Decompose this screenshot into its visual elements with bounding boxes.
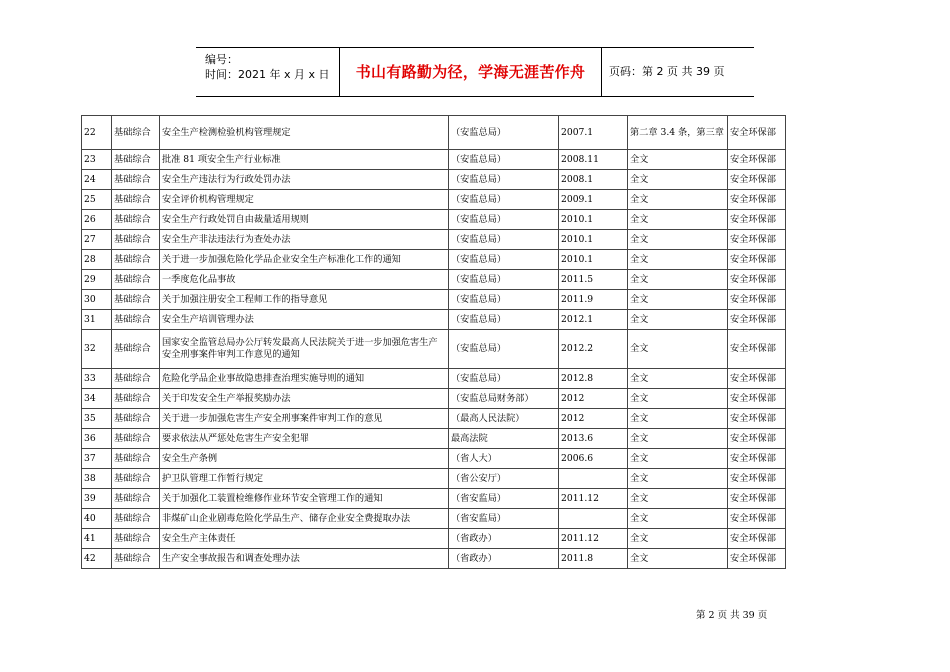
cell-row-number: 36 — [82, 429, 112, 449]
cell-issue-date: 2012.2 — [559, 330, 628, 369]
cell-issuer: （省安监局） — [449, 489, 559, 509]
cell-regulation-title: 国家安全监管总局办公厅转发最高人民法院关于进一步加强危害生产安全刑事案件审判工作意见的通知 — [160, 330, 449, 369]
cell-issuer: （安监总局） — [449, 290, 559, 310]
cell-row-number: 38 — [82, 469, 112, 489]
cell-category: 基础综合 — [112, 190, 160, 210]
cell-issue-date: 2007.1 — [559, 116, 628, 150]
cell-regulation-title: 关于印发安全生产举报奖励办法 — [160, 389, 449, 409]
cell-department: 安全环保部 — [728, 549, 786, 569]
cell-row-number: 37 — [82, 449, 112, 469]
cell-category: 基础综合 — [112, 429, 160, 449]
cell-scope: 第二章 3.4 条，第三章 — [628, 116, 728, 150]
cell-department: 安全环保部 — [728, 310, 786, 330]
cell-category: 基础综合 — [112, 290, 160, 310]
cell-department: 安全环保部 — [728, 116, 786, 150]
cell-issue-date: 2011.8 — [559, 549, 628, 569]
cell-department: 安全环保部 — [728, 409, 786, 429]
cell-department: 安全环保部 — [728, 429, 786, 449]
cell-row-number: 41 — [82, 529, 112, 549]
table-row — [82, 250, 786, 270]
time-label: 时间：2021 年 x 月 x 日 — [205, 68, 330, 81]
cell-row-number: 35 — [82, 409, 112, 429]
cell-issuer: （安监总局） — [449, 330, 559, 369]
cell-department: 安全环保部 — [728, 389, 786, 409]
cell-category: 基础综合 — [112, 250, 160, 270]
table-row — [82, 389, 786, 409]
cell-row-number: 39 — [82, 489, 112, 509]
cell-issue-date: 2010.1 — [559, 250, 628, 270]
cell-row-number: 30 — [82, 290, 112, 310]
cell-issuer: （省人大） — [449, 449, 559, 469]
cell-regulation-title: 关于加强注册安全工程师工作的指导意见 — [160, 290, 449, 310]
table-row — [82, 290, 786, 310]
table-row — [82, 270, 786, 290]
table-row — [82, 449, 786, 469]
cell-issue-date — [559, 469, 628, 489]
cell-issuer: 最高法院 — [449, 429, 559, 449]
cell-category: 基础综合 — [112, 170, 160, 190]
table-row — [82, 170, 786, 190]
cell-row-number: 32 — [82, 330, 112, 369]
cell-row-number: 42 — [82, 549, 112, 569]
number-label: 编号： — [205, 53, 238, 66]
cell-category: 基础综合 — [112, 150, 160, 170]
cell-department: 安全环保部 — [728, 250, 786, 270]
cell-issuer: （安监总局） — [449, 230, 559, 250]
table-row — [82, 210, 786, 230]
cell-row-number: 22 — [82, 116, 112, 150]
cell-issue-date: 2010.1 — [559, 230, 628, 250]
cell-department: 安全环保部 — [728, 449, 786, 469]
cell-issuer: （省政办） — [449, 529, 559, 549]
cell-scope: 全文 — [628, 429, 728, 449]
table-row — [82, 409, 786, 429]
cell-scope: 全文 — [628, 549, 728, 569]
cell-issuer: （省政办） — [449, 549, 559, 569]
cell-category: 基础综合 — [112, 469, 160, 489]
cell-regulation-title: 安全生产非法违法行为查处办法 — [160, 230, 449, 250]
header-motto: 书山有路勤为径，学海无涯苦作舟 — [355, 63, 586, 81]
cell-category: 基础综合 — [112, 389, 160, 409]
cell-regulation-title: 生产安全事故报告和调查处理办法 — [160, 549, 449, 569]
table-row — [82, 549, 786, 569]
table-row — [82, 310, 786, 330]
cell-scope: 全文 — [628, 330, 728, 369]
cell-issue-date: 2006.6 — [559, 449, 628, 469]
cell-issuer: （省公安厅） — [449, 469, 559, 489]
cell-issue-date: 2011.12 — [559, 529, 628, 549]
cell-department: 安全环保部 — [728, 330, 786, 369]
cell-issuer: （安监总局） — [449, 150, 559, 170]
cell-regulation-title: 安全生产培训管理办法 — [160, 310, 449, 330]
cell-regulation-title: 批准 81 项安全生产行业标准 — [160, 150, 449, 170]
cell-issue-date: 2008.1 — [559, 170, 628, 190]
cell-category: 基础综合 — [112, 116, 160, 150]
cell-scope: 全文 — [628, 489, 728, 509]
cell-scope: 全文 — [628, 270, 728, 290]
cell-regulation-title: 护卫队管理工作暂行规定 — [160, 469, 449, 489]
cell-issue-date: 2011.5 — [559, 270, 628, 290]
table-row — [82, 190, 786, 210]
cell-issue-date: 2012 — [559, 389, 628, 409]
cell-department: 安全环保部 — [728, 489, 786, 509]
cell-issue-date: 2012.1 — [559, 310, 628, 330]
cell-category: 基础综合 — [112, 509, 160, 529]
cell-category: 基础综合 — [112, 549, 160, 569]
header-page-label: 页码：第 2 页 共 39 页 — [609, 65, 725, 78]
header-meta — [205, 52, 330, 82]
cell-row-number: 28 — [82, 250, 112, 270]
cell-issue-date: 2012.8 — [559, 369, 628, 389]
cell-department: 安全环保部 — [728, 150, 786, 170]
cell-row-number: 23 — [82, 150, 112, 170]
cell-row-number: 26 — [82, 210, 112, 230]
cell-category: 基础综合 — [112, 529, 160, 549]
cell-issuer: （安监总局） — [449, 369, 559, 389]
cell-regulation-title: 危险化学品企业事故隐患排查治理实施导则的通知 — [160, 369, 449, 389]
cell-scope: 全文 — [628, 310, 728, 330]
cell-category: 基础综合 — [112, 310, 160, 330]
table-row — [82, 529, 786, 549]
cell-category: 基础综合 — [112, 489, 160, 509]
table-row — [82, 150, 786, 170]
table-row — [82, 230, 786, 250]
cell-row-number: 31 — [82, 310, 112, 330]
cell-row-number: 29 — [82, 270, 112, 290]
cell-row-number: 27 — [82, 230, 112, 250]
cell-scope: 全文 — [628, 449, 728, 469]
cell-regulation-title: 要求依法从严惩处危害生产安全犯罪 — [160, 429, 449, 449]
cell-issue-date: 2013.6 — [559, 429, 628, 449]
cell-category: 基础综合 — [112, 330, 160, 369]
cell-scope: 全文 — [628, 369, 728, 389]
cell-scope: 全文 — [628, 469, 728, 489]
cell-category: 基础综合 — [112, 369, 160, 389]
cell-issue-date: 2009.1 — [559, 190, 628, 210]
table-row — [82, 116, 786, 150]
cell-issuer: （安监总局） — [449, 170, 559, 190]
cell-category: 基础综合 — [112, 409, 160, 429]
table-row — [82, 330, 786, 369]
cell-scope: 全文 — [628, 210, 728, 230]
cell-regulation-title: 安全评价机构管理规定 — [160, 190, 449, 210]
cell-scope: 全文 — [628, 170, 728, 190]
cell-department: 安全环保部 — [728, 190, 786, 210]
page-footer: 第 2 页 共 39 页 — [696, 610, 768, 621]
document-header — [196, 47, 754, 97]
cell-issuer: （安监总局） — [449, 270, 559, 290]
cell-regulation-title: 关于加强化工装置检维修作业环节安全管理工作的通知 — [160, 489, 449, 509]
cell-issuer: （安监总局） — [449, 210, 559, 230]
table-row — [82, 509, 786, 529]
cell-issuer: （安监总局财务部） — [449, 389, 559, 409]
cell-regulation-title: 关于进一步加强危害生产安全刑事案件审判工作的意见 — [160, 409, 449, 429]
cell-department: 安全环保部 — [728, 270, 786, 290]
cell-issuer: （省安监局） — [449, 509, 559, 529]
cell-row-number: 24 — [82, 170, 112, 190]
cell-row-number: 40 — [82, 509, 112, 529]
cell-issuer: （安监总局） — [449, 310, 559, 330]
cell-department: 安全环保部 — [728, 210, 786, 230]
cell-row-number: 25 — [82, 190, 112, 210]
cell-issue-date: 2008.11 — [559, 150, 628, 170]
table-row — [82, 369, 786, 389]
cell-scope: 全文 — [628, 290, 728, 310]
cell-issue-date: 2011.9 — [559, 290, 628, 310]
table-row — [82, 489, 786, 509]
table-row — [82, 429, 786, 449]
cell-department: 安全环保部 — [728, 230, 786, 250]
cell-department: 安全环保部 — [728, 469, 786, 489]
cell-department: 安全环保部 — [728, 369, 786, 389]
cell-category: 基础综合 — [112, 230, 160, 250]
cell-regulation-title: 非煤矿山企业剧毒危险化学品生产、储存企业安全费提取办法 — [160, 509, 449, 529]
cell-scope: 全文 — [628, 509, 728, 529]
cell-department: 安全环保部 — [728, 529, 786, 549]
table-body — [82, 116, 786, 569]
cell-category: 基础综合 — [112, 210, 160, 230]
cell-department: 安全环保部 — [728, 170, 786, 190]
cell-scope: 全文 — [628, 250, 728, 270]
cell-regulation-title: 安全生产条例 — [160, 449, 449, 469]
cell-issue-date: 2010.1 — [559, 210, 628, 230]
cell-scope: 全文 — [628, 389, 728, 409]
cell-department: 安全环保部 — [728, 509, 786, 529]
cell-row-number: 33 — [82, 369, 112, 389]
cell-row-number: 34 — [82, 389, 112, 409]
cell-regulation-title: 一季度危化品事故 — [160, 270, 449, 290]
cell-regulation-title: 安全生产主体责任 — [160, 529, 449, 549]
cell-scope: 全文 — [628, 230, 728, 250]
table-row — [82, 469, 786, 489]
cell-scope: 全文 — [628, 529, 728, 549]
cell-category: 基础综合 — [112, 270, 160, 290]
cell-scope: 全文 — [628, 150, 728, 170]
cell-issuer: （安监总局） — [449, 250, 559, 270]
cell-regulation-title: 安全生产违法行为行政处罚办法 — [160, 170, 449, 190]
cell-regulation-title: 安全生产行政处罚自由裁量适用规则 — [160, 210, 449, 230]
cell-issuer: （安监总局） — [449, 116, 559, 150]
cell-category: 基础综合 — [112, 449, 160, 469]
cell-regulation-title: 关于进一步加强危险化学品企业安全生产标准化工作的通知 — [160, 250, 449, 270]
cell-issue-date: 2011.12 — [559, 489, 628, 509]
cell-issuer: （最高人民法院） — [449, 409, 559, 429]
cell-scope: 全文 — [628, 190, 728, 210]
cell-scope: 全文 — [628, 409, 728, 429]
regulations-table — [81, 115, 786, 569]
header-divider — [601, 48, 602, 96]
cell-issuer: （安监总局） — [449, 190, 559, 210]
cell-department: 安全环保部 — [728, 290, 786, 310]
cell-issue-date: 2012 — [559, 409, 628, 429]
cell-regulation-title: 安全生产检测检验机构管理规定 — [160, 116, 449, 150]
cell-issue-date — [559, 509, 628, 529]
